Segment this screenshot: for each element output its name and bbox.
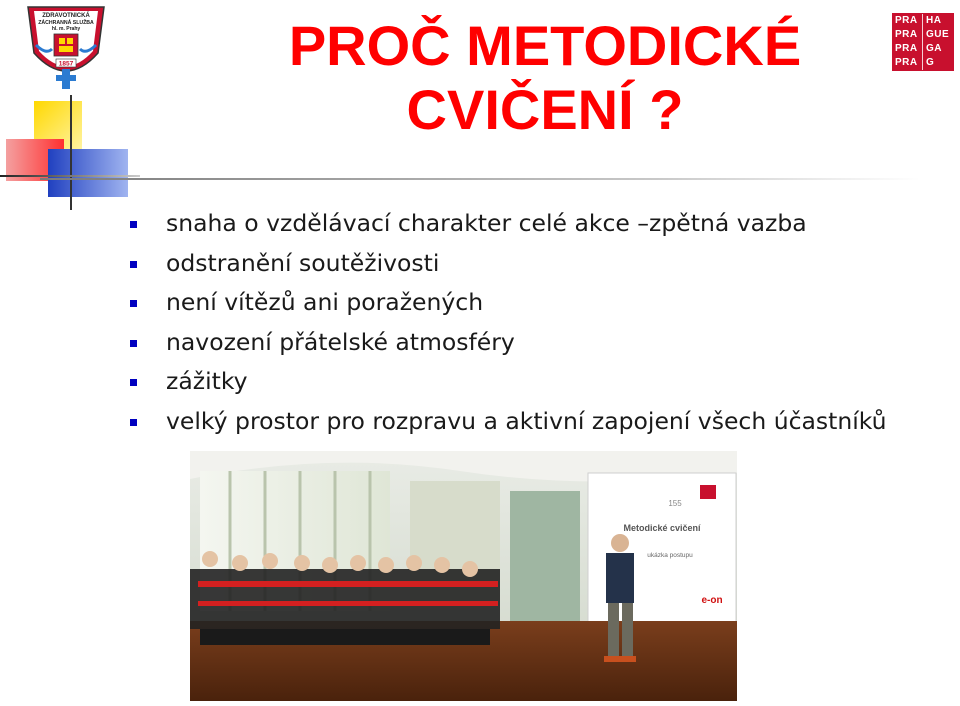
emergency-service-logo xyxy=(22,3,110,91)
svg-text:hl. m. Prahy: hl. m. Prahy xyxy=(51,26,81,32)
svg-text:155: 155 xyxy=(668,499,682,508)
bullet-square-icon xyxy=(130,221,137,228)
list-item: navození přátelské atmosféry xyxy=(128,324,887,364)
praha-logo: PRA HA PRA GUE PRA GA PRA G xyxy=(892,13,954,71)
svg-text:Metodické cvičení: Metodické cvičení xyxy=(623,523,701,533)
svg-text:1857: 1857 xyxy=(58,60,74,68)
bullet-square-icon xyxy=(130,340,137,347)
title-line-1: PROČ METODICKÉ xyxy=(288,14,802,77)
bullet-square-icon xyxy=(130,261,137,268)
bullet-square-icon xyxy=(130,300,137,307)
title-line-2: CVIČENÍ ? xyxy=(406,78,684,141)
decorative-squares xyxy=(0,95,140,210)
training-session-photo xyxy=(190,451,737,701)
bullet-list xyxy=(128,205,887,442)
bullet-square-icon xyxy=(130,419,137,426)
list-item: snaha o vzdělávací charakter celé akce –zpětná vazba xyxy=(128,205,887,245)
svg-text:e-on: e-on xyxy=(701,595,723,606)
list-item: odstranění soutěživosti xyxy=(128,245,887,285)
svg-text:ZDRAVOTNICKÁ: ZDRAVOTNICKÁ xyxy=(42,13,90,19)
svg-text:ZÁCHRANNÁ SLUŽBA: ZÁCHRANNÁ SLUŽBA xyxy=(38,20,94,26)
slide-title xyxy=(200,14,890,142)
list-item: velký prostor pro rozpravu a aktivní zapojení všech účastníků xyxy=(128,403,887,443)
list-item: není vítězů ani poražených xyxy=(128,284,887,324)
list-item: zážitky xyxy=(128,363,887,403)
svg-text:ukázka postupu: ukázka postupu xyxy=(647,552,693,559)
bullet-square-icon xyxy=(130,379,137,386)
title-divider xyxy=(40,178,920,180)
